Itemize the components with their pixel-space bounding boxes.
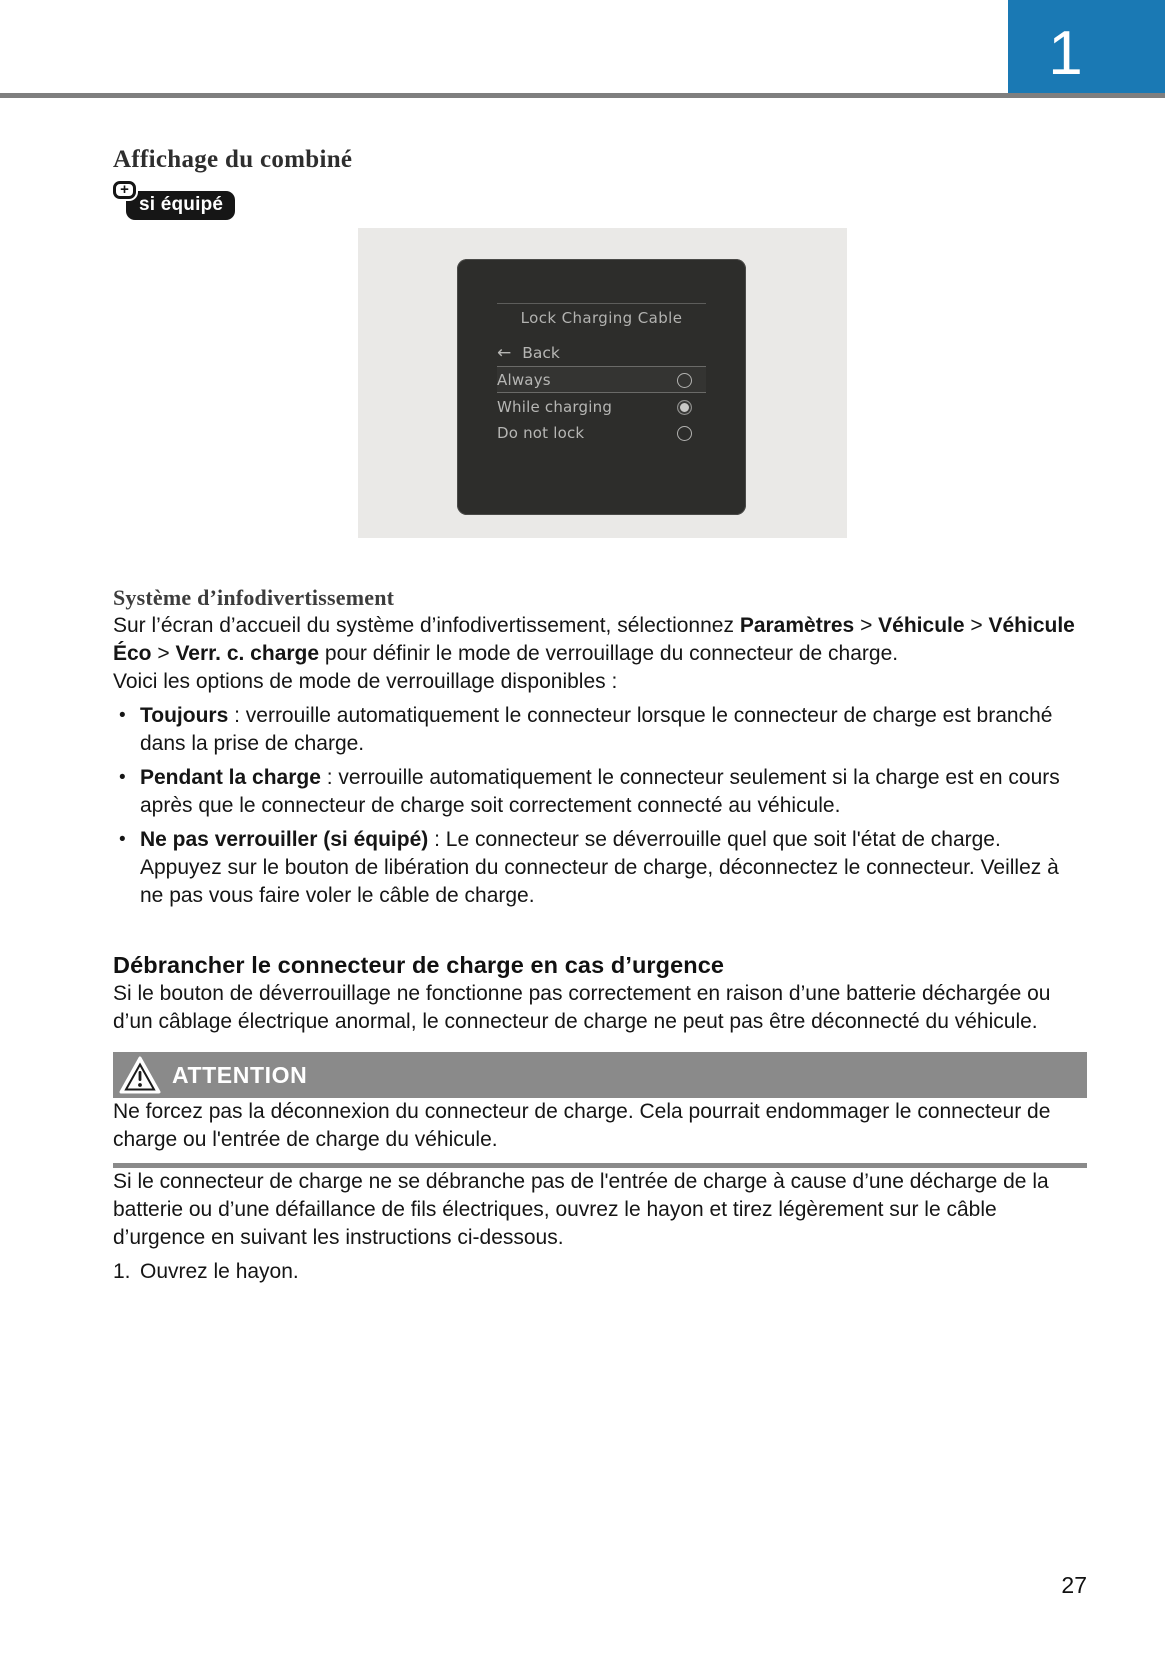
menu-path-verr-c-charge: Verr. c. charge [175,642,320,665]
attention-label: ATTENTION [172,1061,308,1088]
option-label: Do not lock [497,424,585,442]
step-item [113,1258,1087,1286]
intro-tail: pour définir le mode de verrouillage du connecteur de charge. [319,642,899,665]
screen-option-do-not-lock [497,420,706,446]
radio-unselected-icon [677,426,692,441]
list-item [113,764,1087,820]
screen-divider [497,392,706,393]
options-intro: Voici les options de mode de verrouillage disponibles : [113,670,618,693]
cluster-screenshot [457,259,746,515]
screen-option-always [497,367,706,393]
list-item [113,826,1087,910]
menu-path-vehicule-eco: Véhicule Éco [113,614,1075,665]
content-column [113,0,1087,1286]
attention-banner [113,1052,1087,1098]
option-term: Toujours [140,704,229,727]
step-number: 1. [113,1260,131,1283]
menu-path-vehicule: Véhicule [878,614,965,637]
screen-option-while-charging [497,394,706,420]
option-term: Pendant la charge [140,766,321,789]
path-separator: > [964,614,989,637]
menu-path-parametres: Paramètres [739,614,855,637]
screen-back-item [497,343,560,363]
lock-mode-list [113,702,1087,910]
bullet-icon: • [119,705,126,726]
option-label: Always [497,371,551,389]
path-separator: > [151,642,176,665]
chapter-number: 1 [1048,19,1083,88]
if-equipped-badge [113,181,273,218]
radio-selected-icon [677,400,692,415]
path-separator: > [854,614,879,637]
plus-icon: + [113,181,136,199]
page-number: 27 [1061,1572,1087,1598]
page-title: Affichage du combiné [113,146,353,173]
option-label: While charging [497,398,613,416]
screen-top-divider [497,303,706,304]
if-equipped-badge-label: si équipé [126,191,235,220]
option-description: : Le connecteur se déverrouille quel que soit l'état de charge. Appuyez sur le bouton de libération du connecteur de charge, déconnectez le connecteur. Veillez à ne pas vous faire voler le câble de charge. [140,828,1059,907]
screen-menu-title: Lock Charging Cable [520,309,683,327]
bullet-icon: • [119,829,126,850]
cluster-display-figure [358,228,847,538]
warning-triangle-icon [119,1056,161,1094]
radio-unselected-icon [677,373,692,388]
attention-paragraph: Ne forcez pas la déconnexion du connecteur de charge. Cela pourrait endommager le connecteur de charge ou l'entrée de charge du véhicule. [113,1100,1051,1151]
option-term: Ne pas verrouiller (si équipé) [140,828,429,851]
steps-list [113,1258,1087,1286]
option-description: : verrouille automatiquement le connecteur lorsque le connecteur de charge est branché dans la prise de charge. [140,704,1053,755]
step-text: Ouvrez le hayon. [140,1260,299,1283]
infotainment-intro-paragraph [113,612,1087,668]
back-label: Back [522,344,560,362]
followup-paragraph: Si le connecteur de charge ne se débranche pas de l'entrée de charge à cause d’une décharge de la batterie ou d’une défaillance de fils électriques, ouvrez le hayon et tirez légèrement sur le câble d’urgence en suivant les instructions ci-dessous. [113,1170,1049,1249]
option-description: : verrouille automatiquement le connecteur seulement si la charge est en cours après que le connecteur de charge soit correctement connecté au véhicule. [140,766,1060,817]
infotainment-heading: Système d’infodivertissement [113,585,395,610]
cluster-screen-content [497,259,706,515]
intro-lead: Sur l’écran d’accueil du système d’infodivertissement, sélectionnez [113,614,740,637]
emergency-paragraph: Si le bouton de déverrouillage ne fonctionne pas correctement en raison d’une batterie déchargée ou d’un câblage électrique anormal, le connecteur de charge ne peut pas être déconnecté du véhicule. [113,982,1051,1033]
back-arrow-icon: ← [497,343,512,363]
bullet-icon: • [119,767,126,788]
list-item [113,702,1087,758]
emergency-heading: Débrancher le connecteur de charge en cas d’urgence [113,952,725,978]
